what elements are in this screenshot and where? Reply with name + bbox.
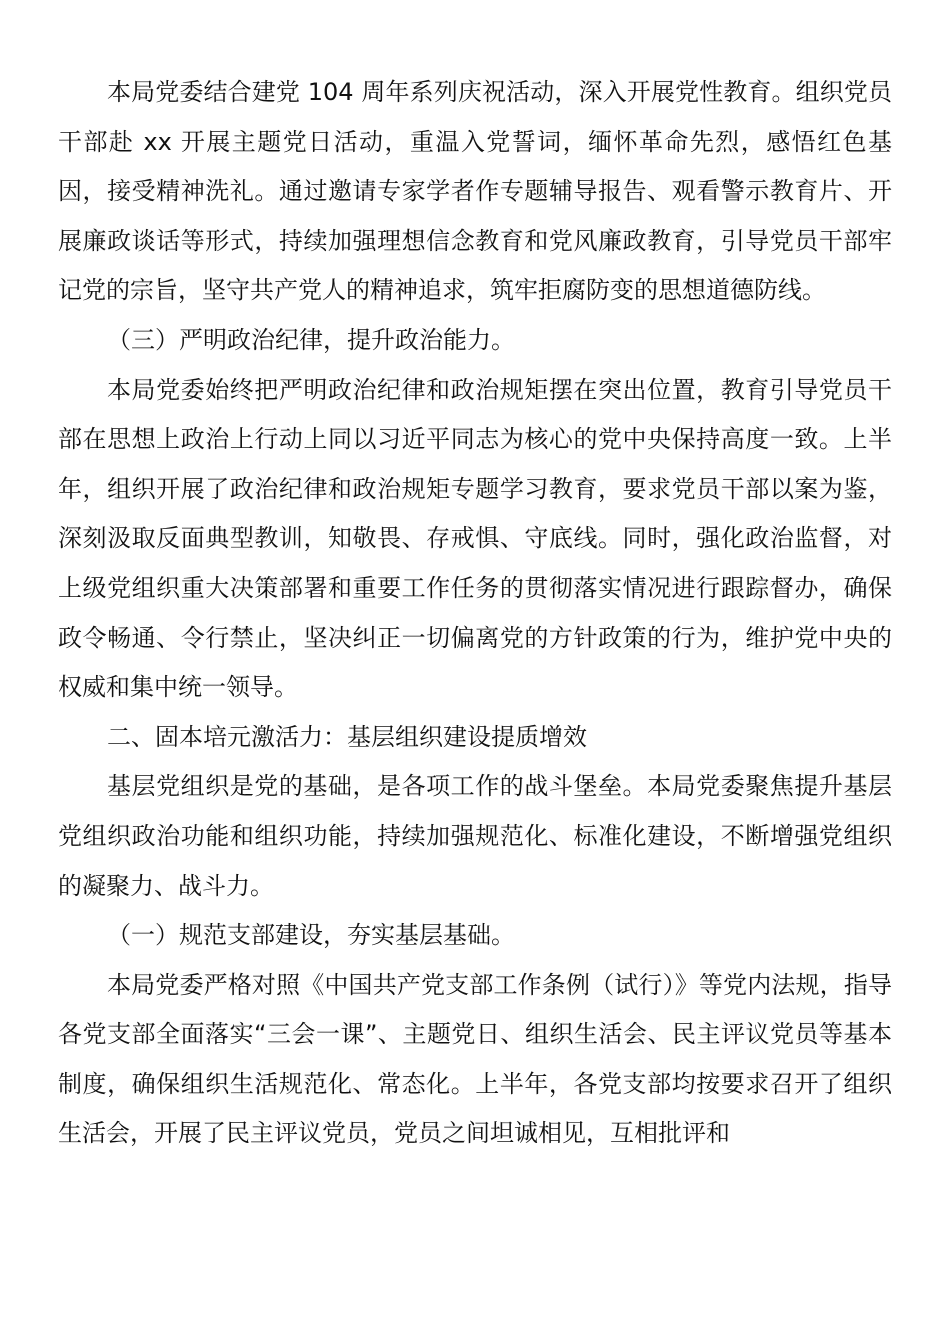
political-discipline-paragraph: 本局党委始终把严明政治纪律和政治规矩摆在突出位置，教育引导党员干部在思想上政治上行动上同以习近平同志为核心的党中央保持高度一致。上半年，组织开展了政治纪律和政治规矩专题学习教育，要求党员干部以案为鉴，深刻汲取反面典型教训，知敬畏、存戒惧、守底线。同时，强化政治监督，对上级党组织重大决策部署和重要工作任务的贯彻落实情况进行跟踪督办，确保政令畅通、令行禁止，坚决纠正一切偏离党的方针政策的行为，维护党中央的权威和集中统一领导。 bbox=[58, 375, 892, 702]
section-heading-branch-building: （一）规范支部建设，夯实基层基础。 bbox=[107, 921, 515, 950]
chapter-heading-grassroots-organization: 二、固本培元激活力：基层组织建设提质增效 bbox=[107, 722, 587, 751]
party-education-paragraph: 本局党委结合建党 104 周年系列庆祝活动，深入开展党性教育。组织党员干部赴 xx 开展主题党日活动，重温入党誓词，缅怀革命先烈，感悟红色基因，接受精神洗礼。通过邀请专家学者作专题辅导报告、观看警示教育片、开展廉政谈话等形式，持续加强理想信念教育和党风廉政教育，引导党员干部牢记党的宗旨，坚守共产党人的精神追求，筑牢拒腐防变的思想道德防线。 bbox=[58, 78, 892, 305]
section-heading-political-discipline: （三）严明政治纪律，提升政治能力。 bbox=[107, 325, 515, 354]
branch-building-paragraph: 本局党委严格对照《中国共产党支部工作条例（试行）》等党内法规，指导各党支部全面落实“三会一课”、主题党日、组织生活会、民主评议党员等基本制度，确保组织生活规范化、常态化。上半年，各党支部均按要求召开了组织生活会，开展了民主评议党员，党员之间坦诚相见，互相批评和 bbox=[58, 970, 892, 1148]
grassroots-organization-paragraph: 基层党组织是党的基础，是各项工作的战斗堡垒。本局党委聚焦提升基层党组织政治功能和组织功能，持续加强规范化、标准化建设，不断增强党组织的凝聚力、战斗力。 bbox=[58, 772, 892, 900]
document-page bbox=[58, 68, 892, 1159]
